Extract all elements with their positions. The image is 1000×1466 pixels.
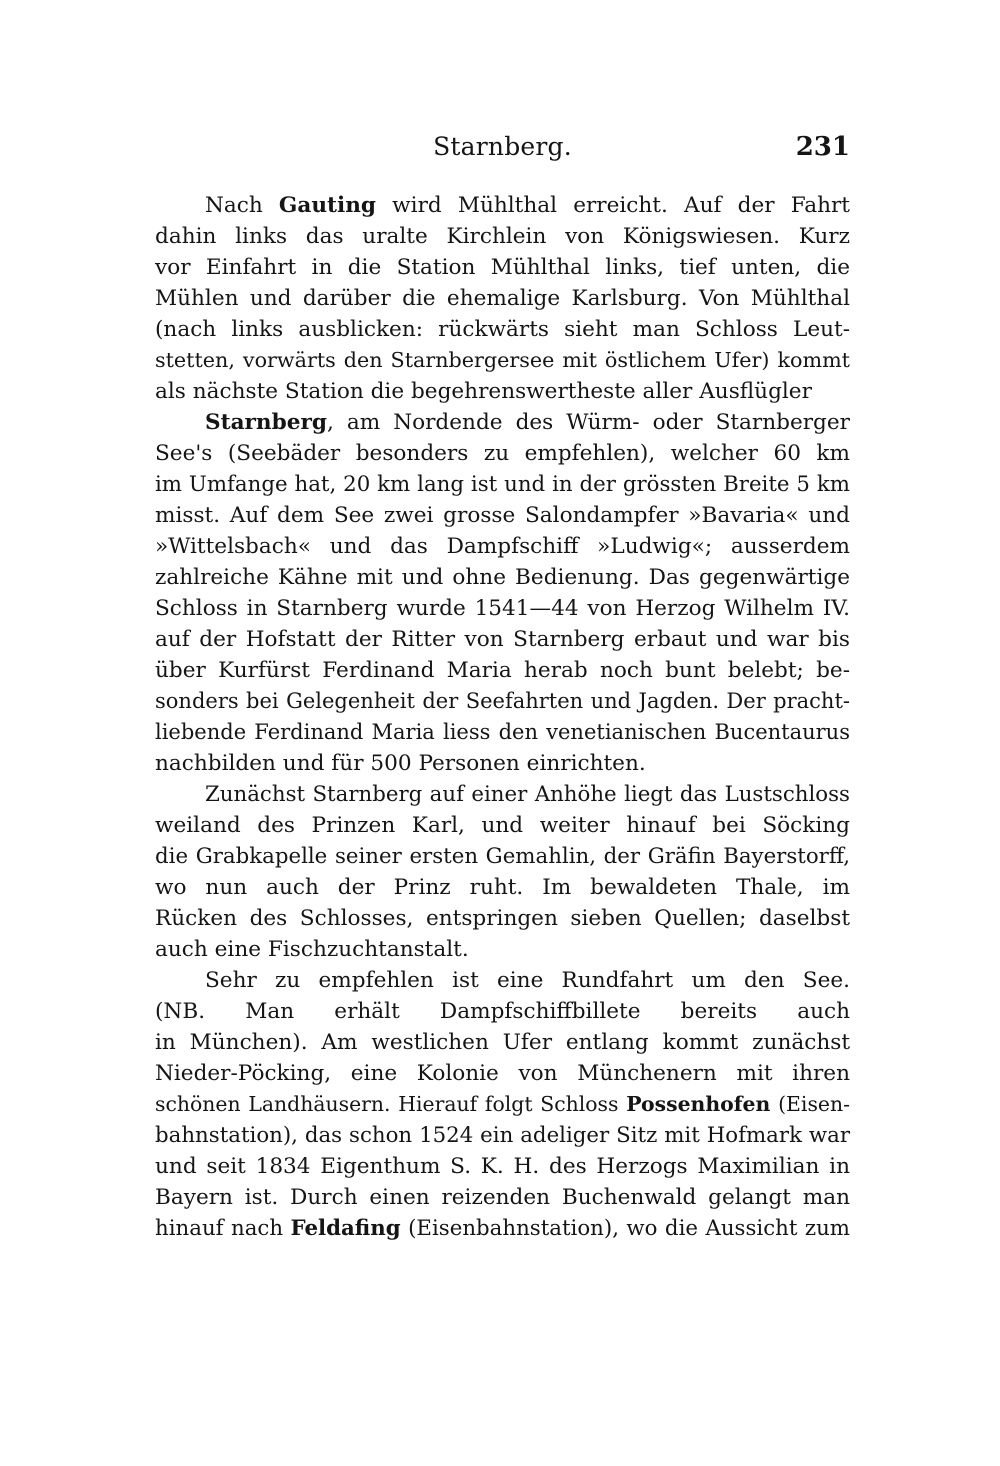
text-line: sonders bei Gelegenheit der Seefahrten und Jagden. Der pracht-	[155, 689, 850, 713]
text-line: die Grabkapelle seiner ersten Gemahlin, der Gräfin Bayerstorff,	[155, 844, 850, 869]
text-line: Schloss in Starnberg wurde 1541—44 von Herzog Wilhelm IV.	[155, 596, 850, 621]
paragraph	[155, 779, 850, 965]
text-line: wo nun auch der Prinz ruht. Im bewaldeten Thale, im	[155, 875, 850, 900]
text-line: Bayern ist. Durch einen reizenden Buchenwald gelangt man	[155, 1185, 850, 1210]
text-line: (NB. Man erhält Dampfschiffbillete bereits auch	[155, 999, 850, 1024]
text-line: vor Einfahrt in die Station Mühlthal links, tief unten, die	[155, 255, 850, 280]
text-line: liebende Ferdinand Maria liess den venetianischen Bucentaurus	[155, 720, 850, 744]
text-line: »Wittelsbach« und das Dampfschiff »Ludwig«; ausserdem	[155, 534, 850, 559]
text-line: Nach Gauting wird Mühlthal erreicht. Auf der Fahrt	[205, 193, 850, 218]
paragraph	[155, 965, 850, 1244]
text-line: Zunächst Starnberg auf einer Anhöhe liegt das Lustschloss	[205, 782, 850, 807]
running-title: Starnberg.	[433, 132, 572, 161]
text-line: weiland des Prinzen Karl, und weiter hinauf bei Söcking	[155, 813, 850, 838]
text-line: auf der Hofstatt der Ritter von Starnberg erbaut und war bis	[155, 627, 850, 652]
text-line: Starnberg, am Nordende des Würm- oder Starnberger	[205, 410, 850, 435]
text-line: auch eine Fischzuchtanstalt.	[155, 937, 469, 962]
page-header	[155, 132, 850, 172]
text-line: misst. Auf dem See zwei grosse Salondampfer »Bavaria« und	[155, 503, 850, 528]
page-body	[155, 190, 850, 1244]
text-line: über Kurfürst Ferdinand Maria herab noch bunt belebt; be-	[155, 658, 850, 683]
text-line: stetten, vorwärts den Starnbergersee mit östlichem Ufer) kommt	[155, 348, 850, 372]
text-line: und seit 1834 Eigenthum S. K. H. des Herzogs Maximilian in	[155, 1154, 850, 1179]
text-line: Nieder-Pöcking, eine Kolonie von Münchenern mit ihren	[155, 1061, 850, 1086]
text-line: in München). Am westlichen Ufer entlang kommt zunächst	[155, 1030, 850, 1055]
text-line: schönen Landhäusern. Hierauf folgt Schloss Possenhofen (Eisen-	[155, 1092, 850, 1116]
text-line: zahlreiche Kähne mit und ohne Bedienung. Das gegenwärtige	[155, 565, 850, 590]
text-line: nachbilden und für 500 Personen einrichten.	[155, 751, 646, 776]
paragraph	[155, 190, 850, 407]
text-line: als nächste Station die begehrenswertheste aller Ausflügler	[155, 379, 812, 404]
text-line: See's (Seebäder besonders zu empfehlen), welcher 60 km	[155, 441, 850, 466]
text-line: Rücken des Schlosses, entspringen sieben Quellen; daselbst	[155, 906, 850, 931]
text-line: Mühlen und darüber die ehemalige Karlsburg. Von Mühlthal	[155, 286, 850, 311]
text-line: im Umfange hat, 20 km lang ist und in der grössten Breite 5 km	[155, 472, 850, 497]
text-line: (nach links ausblicken: rückwärts sieht man Schloss Leut-	[155, 317, 850, 342]
text-line: Sehr zu empfehlen ist eine Rundfahrt um den See.	[205, 968, 850, 993]
text-line: bahnstation), das schon 1524 ein adeliger Sitz mit Hofmark war	[155, 1123, 850, 1148]
paragraph	[155, 407, 850, 779]
text-line: dahin links das uralte Kirchlein von Königswiesen. Kurz	[155, 224, 850, 249]
page-number: 231	[795, 132, 850, 162]
text-line: hinauf nach Feldafing (Eisenbahnstation), wo die Aussicht zum	[155, 1216, 850, 1241]
